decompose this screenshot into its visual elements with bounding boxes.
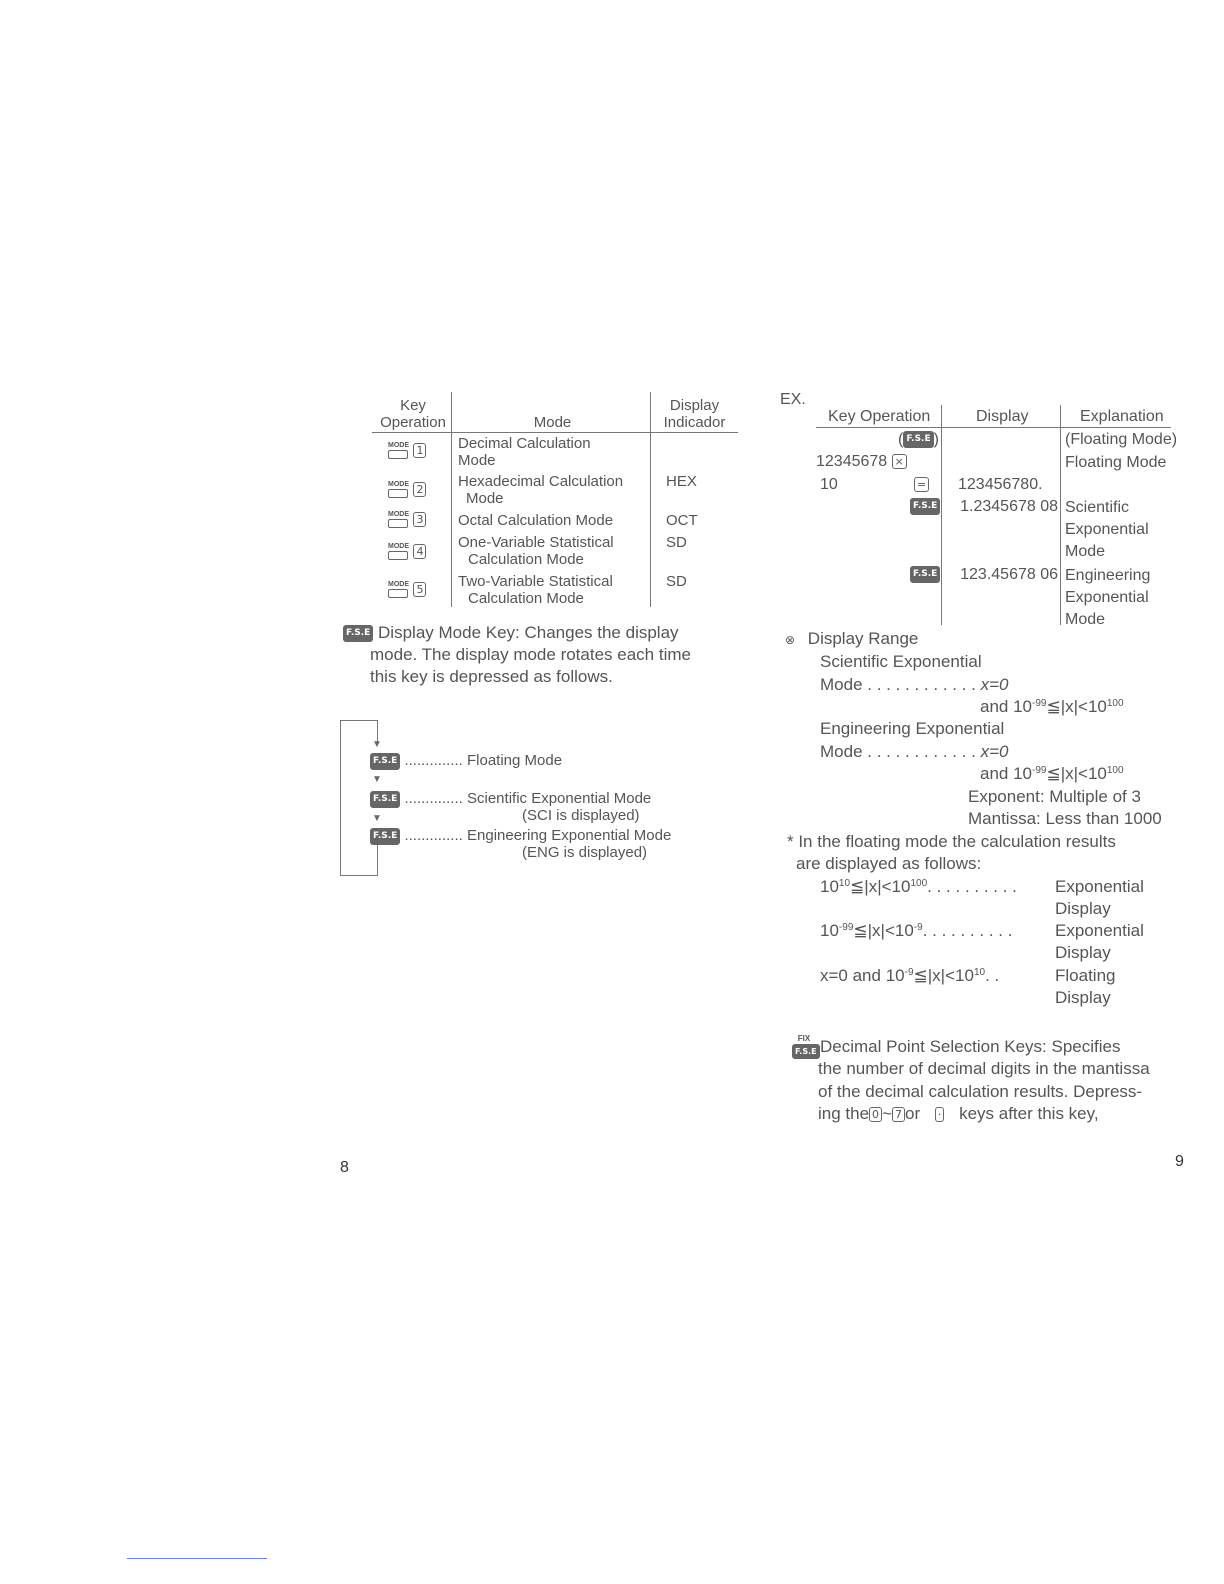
explanation-line: Mode xyxy=(1065,611,1106,628)
table-row-2-indicator: HEX xyxy=(666,473,697,490)
mode-3-key xyxy=(388,511,426,529)
fse-paragraph xyxy=(343,622,743,688)
table-divider xyxy=(650,392,651,607)
cycle-line xyxy=(377,845,378,875)
decimal-point-line-2: the number of decimal digits in the mantissa xyxy=(818,1059,1150,1078)
row-mode-line: Calculation Mode xyxy=(468,551,584,568)
cycle-line xyxy=(340,875,378,876)
floating-result-2: Exponential Display xyxy=(1055,921,1144,962)
row-mode-line: Mode xyxy=(458,452,496,469)
table-row-3-mode: Octal Calculation Mode xyxy=(458,512,614,529)
cycle-label: Scientific Exponential Mode xyxy=(467,790,652,807)
mode-5-key xyxy=(388,581,426,599)
ex-header-explanation: Explanation xyxy=(1080,408,1164,425)
digit-1-key: 1 xyxy=(413,443,426,458)
exponent-line: Exponent: Multiple of 3 xyxy=(968,787,1141,806)
fix-fse-key-icon xyxy=(792,1034,816,1061)
fse-line: mode. The display mode rotates each time xyxy=(370,645,691,664)
table-header-rule xyxy=(372,432,738,433)
leader-dots: .............. xyxy=(404,827,463,844)
explanation-line: Scientific xyxy=(1065,499,1130,516)
row-mode-line: Decimal Calculation xyxy=(458,435,591,452)
floating-note-line-2: are displayed as follows: xyxy=(796,854,982,873)
digit-2-key: 2 xyxy=(413,482,426,497)
page-number-right: 9 xyxy=(1175,1153,1184,1170)
floating-range-3: x=0 and $10^{-9}≦|x|<10^{10}$. . xyxy=(820,966,1000,985)
digit-3-key: 3 xyxy=(413,512,426,527)
fse-key-icon: F.S.E xyxy=(343,625,373,642)
header-indicador: Indicador xyxy=(663,414,726,431)
mode-key-icon: MODE xyxy=(388,511,409,528)
header-display-indicator xyxy=(652,397,737,431)
table-row-1-mode xyxy=(458,435,591,469)
ex-label: EX. xyxy=(780,391,806,408)
mode-1-key xyxy=(388,442,426,460)
fse-line: this key is depressed as follows. xyxy=(370,667,613,686)
floating-range-2: $10^{-99}≦|x|<10^{-9}$. . . . . . . . . . xyxy=(820,921,1013,940)
explanation-line: Mode xyxy=(1065,543,1106,560)
row-mode-line: One-Variable Statistical xyxy=(458,534,614,551)
fse-key-icon: F.S.E xyxy=(903,431,933,448)
ex-row-3-key xyxy=(914,475,929,494)
mode-key-icon: MODE xyxy=(388,481,409,498)
mode-4-key xyxy=(388,543,426,561)
sci-title: Scientific Exponential xyxy=(820,652,982,671)
eng-mode-line: Mode . . . . . . . . . . . . x=0 xyxy=(820,742,1009,761)
ex-row-2-key: 12345678 × xyxy=(816,452,907,471)
floating-result-1: Exponential Display xyxy=(1055,877,1144,918)
cycle-line xyxy=(340,720,377,721)
table-row-2-mode xyxy=(458,473,623,507)
sci-range-line: and $10^{-99}≦|x|<10^{100}$ xyxy=(980,697,1124,716)
mode-key-icon: MODE xyxy=(388,543,409,560)
fse-key-icon: F.S.E xyxy=(370,828,400,845)
header-key: Key xyxy=(400,397,426,414)
header-operation: Operation xyxy=(380,414,446,431)
ex-row-4-explanation xyxy=(1065,497,1149,563)
ex-row-3-display: 123456780. xyxy=(958,476,1043,493)
down-arrow-icon: ▼ xyxy=(372,739,382,750)
explanation-line: Exponential xyxy=(1065,521,1149,538)
ex-table-divider xyxy=(1060,405,1061,625)
decimal-point-key-icon: · xyxy=(935,1107,945,1122)
ex-row-5-key xyxy=(910,565,940,584)
ex-row-4-display: 1.2345678 08 xyxy=(960,498,1058,515)
cycle-step-engineering xyxy=(370,827,671,845)
fse-key-icon: F.S.E xyxy=(792,1044,820,1059)
sci-mode-line: Mode . . . . . . . . . . . . x=0 xyxy=(820,675,1009,694)
header-key-operation xyxy=(378,397,448,431)
fse-key-icon: F.S.E xyxy=(910,566,940,583)
table-row-4-mode xyxy=(458,534,614,568)
ex-header-rule xyxy=(816,427,1171,428)
bottom-rule xyxy=(127,1558,267,1559)
ex-row-1-key: ( F.S.E ) xyxy=(898,431,939,448)
leader-dots: .............. xyxy=(404,752,463,769)
header-mode: Mode xyxy=(533,414,572,431)
equals-key-icon: = xyxy=(914,477,929,492)
digit-0-key-icon: 0 xyxy=(869,1107,882,1122)
decimal-point-line-1: Decimal Point Selection Keys: Specifies xyxy=(820,1037,1121,1056)
eng-title: Engineering Exponential xyxy=(820,719,1005,738)
fse-key-icon: F.S.E xyxy=(910,498,940,515)
fse-key-icon: F.S.E xyxy=(370,791,400,808)
display-range-title xyxy=(785,628,918,651)
ex-table-divider xyxy=(941,405,942,625)
ex-row-2-explanation: Floating Mode xyxy=(1065,454,1167,471)
ex-header-display: Display xyxy=(976,408,1029,425)
mode-2-key xyxy=(388,481,426,499)
fse-line: Display Mode Key: Changes the display xyxy=(378,623,679,642)
mantissa-line: Mantissa: Less than 1000 xyxy=(968,809,1162,828)
cycle-note: (ENG is displayed) xyxy=(522,844,648,861)
table-row-5-indicator: SD xyxy=(666,573,687,590)
cycle-step-scientific xyxy=(370,790,651,808)
floating-note-line-1: * In the floating mode the calculation results xyxy=(787,832,1116,851)
cycle-line xyxy=(340,720,341,875)
ex-row-4-key xyxy=(910,497,940,516)
display-range-heading: Display Range xyxy=(807,629,919,648)
cycle-label: Engineering Exponential Mode xyxy=(467,827,672,844)
row-mode-line: Calculation Mode xyxy=(468,590,584,607)
cycle-step-floating xyxy=(370,752,562,770)
ex-row-1-explanation: (Floating Mode) xyxy=(1065,431,1178,448)
row-mode-line: Mode xyxy=(466,490,504,507)
floating-range-1: $10^{10}≦|x|<10^{100}$. . . . . . . . . . xyxy=(820,877,1017,896)
cycle-label: Floating Mode xyxy=(467,752,563,769)
page-number-left: 8 xyxy=(340,1159,349,1176)
fix-label: FIX xyxy=(797,1034,811,1043)
explanation-line: Engineering xyxy=(1065,567,1151,584)
decimal-point-line-3: of the decimal calculation results. Depress- xyxy=(818,1082,1143,1101)
table-row-3-indicator: OCT xyxy=(666,512,698,529)
table-row-5-mode xyxy=(458,573,613,607)
mode-key-icon: MODE xyxy=(388,581,409,598)
digit-7-key-icon: 7 xyxy=(892,1107,905,1122)
ex-row-3-key-text: 10 xyxy=(820,476,838,493)
table-divider xyxy=(451,392,452,607)
row-mode-line: Two-Variable Statistical xyxy=(458,573,613,590)
ex-row-5-explanation xyxy=(1065,565,1150,631)
multiply-key-icon: × xyxy=(892,454,907,469)
ex-row-5-display: 123.45678 06 xyxy=(960,566,1058,583)
bullet-icon: ⊗ xyxy=(785,633,796,647)
digit-5-key: 5 xyxy=(413,582,426,597)
down-arrow-icon: ▼ xyxy=(372,774,382,785)
decimal-point-line-4: ing the 0 ~ 7 or · keys after this key, xyxy=(818,1104,1099,1123)
row-mode-line: Hexadecimal Calculation xyxy=(458,473,624,490)
eng-range-line: and $10^{-99}≦|x|<10^{100}$ xyxy=(980,764,1124,783)
mode-key-icon: MODE xyxy=(388,442,409,459)
leader-dots: .............. xyxy=(404,790,463,807)
fse-key-icon: F.S.E xyxy=(370,753,400,770)
digit-4-key: 4 xyxy=(413,544,426,559)
explanation-line: Exponential xyxy=(1065,589,1149,606)
floating-result-3: Floating Display xyxy=(1055,966,1116,1007)
down-arrow-icon: ▼ xyxy=(372,813,382,824)
header-display: Display xyxy=(669,397,720,414)
cycle-note: (SCI is displayed) xyxy=(522,807,640,824)
table-row-4-indicator: SD xyxy=(666,534,687,551)
ex-header-key-operation: Key Operation xyxy=(828,408,931,425)
